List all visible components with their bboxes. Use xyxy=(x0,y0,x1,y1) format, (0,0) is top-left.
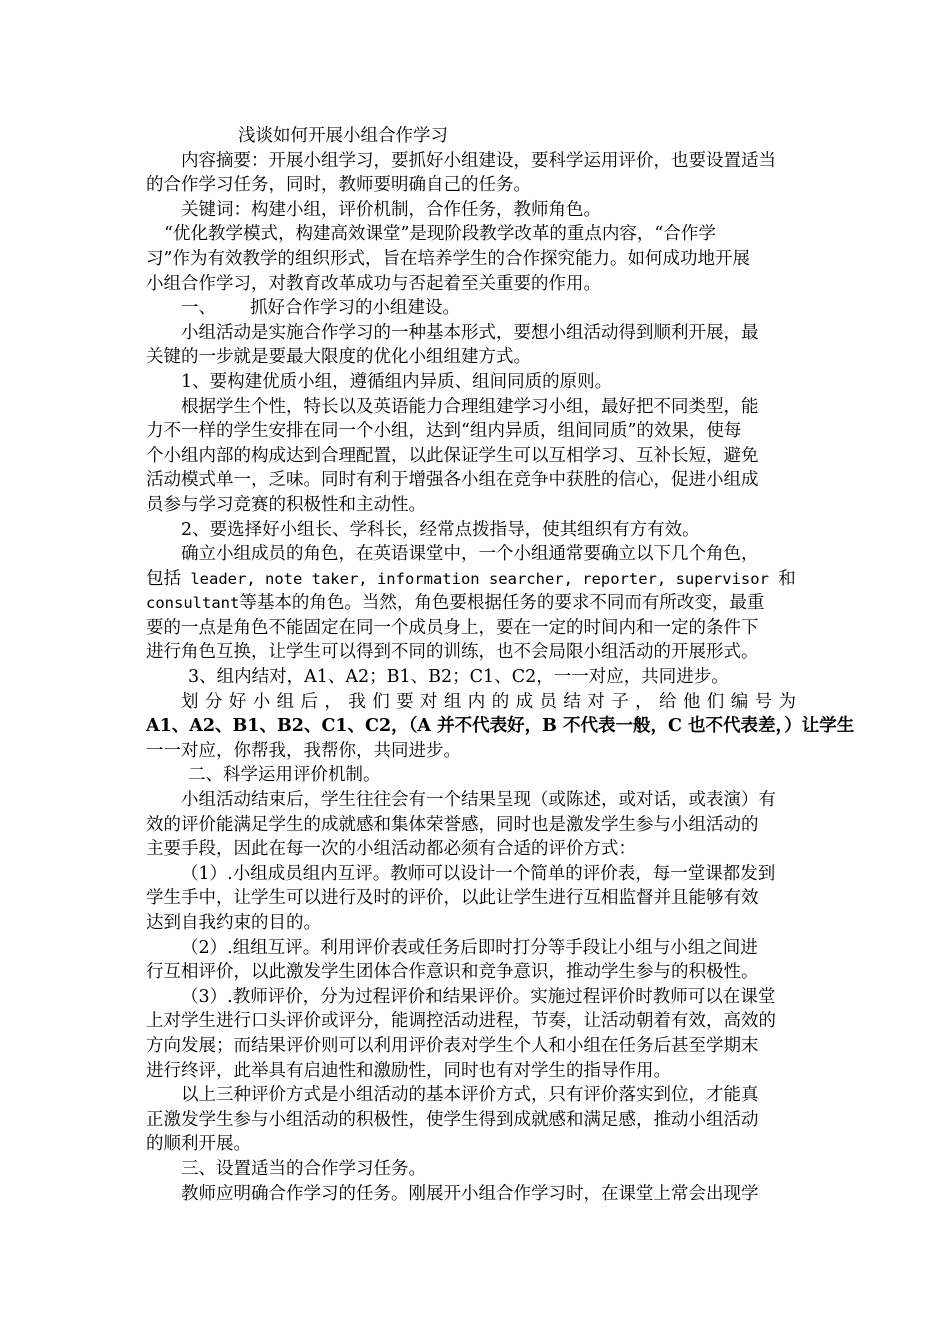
paragraph-line: 力不一样的学生安排在同一个小组，达到“组内异质，组间同质”的效果，使每 xyxy=(146,421,742,442)
intro-line: 小组合作学习，对教育改革成功与否起着至关重要的作用。 xyxy=(146,273,601,294)
section-2-heading: 二、科学运用评价机制。 xyxy=(188,765,381,786)
paragraph-line: 确立小组成员的角色，在英语课堂中，一个小组通常要确立以下几个角色， xyxy=(181,544,759,565)
paragraph-line: 小组活动结束后，学生往往会有一个结果呈现（或陈述，或对话，或表演）有 xyxy=(181,790,776,811)
paragraph-line: 要的一点是角色不能固定在同一个成员身上，要在一定的时间内和一定的条件下 xyxy=(146,617,759,638)
paragraph-line: 小组活动是实施合作学习的一种基本形式，要想小组活动得到顺利开展，最 xyxy=(181,322,759,343)
keywords-line: 关键词：构建小组，评价机制，合作任务，教师角色。 xyxy=(181,199,601,220)
paragraph-line: 效的评价能满足学生的成就感和集体荣誉感，同时也是激发学生参与小组活动的 xyxy=(146,814,759,835)
paragraph-line xyxy=(146,591,808,616)
section-3-heading: 三、设置适当的合作学习任务。 xyxy=(181,1158,426,1179)
paragraph-line: 个小组内部的构成达到合理配置，以此保证学生可以互相学习、互补长短，避免 xyxy=(146,445,759,466)
paragraph-line: A1、A2、B1、B2、C1、C2，（A 并不代表好，B 不代表一般，C 也不代表差，）让学生 xyxy=(146,716,855,737)
paragraph-line: 员参与学习竞赛的积极性和主动性。 xyxy=(146,494,426,515)
list-item-line: 上对学生进行口头评价或评分，能调控活动进程，节奏，让活动朝着有效，高效的 xyxy=(146,1011,776,1032)
paragraph-line: 主要手段，因此在每一次的小组活动都必须有合适的评价方式： xyxy=(146,839,636,860)
paragraph-line: 正激发学生参与小组活动的积极性，使学生得到成就感和满足感，推动小组活动 xyxy=(146,1109,759,1130)
section-1-number: 一、 xyxy=(181,298,216,319)
list-item-line: 进行终评，此举具有启迪性和激励性，同时也有对学生的指导作用。 xyxy=(146,1060,671,1081)
list-item-line: （1）.小组成员组内互评。教师可以设计一个简单的评价表，每一堂课都发到 xyxy=(181,863,776,884)
list-item-line: （2）.组组互评。利用评价表或任务后即时打分等手段让小组与小组之间进 xyxy=(181,937,758,958)
subsection-heading: 3、组内结对，A1、A2；B1、B2；C1、C2，一一对应，共同进步。 xyxy=(188,667,729,688)
list-item-line: 行互相评价，以此激发学生团体合作意识和竞争意识，推动学生参与的积极性。 xyxy=(146,962,759,983)
abstract-line: 内容摘要：开展小组学习，要抓好小组建设，要科学运用评价，也要设置适当 xyxy=(181,150,776,171)
text-run: 和 xyxy=(778,568,796,589)
paragraph-line: 一一对应，你帮我，我帮你，共同进步。 xyxy=(146,740,461,761)
paragraph-line xyxy=(146,567,808,592)
paragraph-line: 根据学生个性，特长以及英语能力合理组建学习小组，最好把不同类型，能 xyxy=(181,396,759,417)
list-item-line: 学生手中，让学生可以进行及时的评价，以此让学生进行互相监督并且能够有效 xyxy=(146,888,759,909)
list-item-line: （3）.教师评价，分为过程评价和结果评价。实施过程评价时教师可以在课堂 xyxy=(181,986,776,1007)
paragraph-line: 的顺利开展。 xyxy=(146,1134,251,1155)
paragraph-line: 划分好小组后，我们要对组内的成员结对子，给他们编号为 xyxy=(181,691,803,712)
subsection-heading: 1、要构建优质小组，遵循组内异质、组间同质的原则。 xyxy=(181,371,613,392)
document-title: 浅谈如何开展小组合作学习 xyxy=(238,126,448,146)
abstract-line: 的合作学习任务，同时，教师要明确自己的任务。 xyxy=(146,175,531,196)
intro-line: “优化教学模式，构建高效课堂”是现阶段教学改革的重点内容，“合作学 xyxy=(164,224,716,245)
text-run: 等基本的角色。当然，角色要根据任务的要求不同而有所改变，最重 xyxy=(239,593,765,614)
text-run: 包括 xyxy=(146,568,181,589)
intro-line: 习”作为有效教学的组织形式，旨在培养学生的合作探究能力。如何成功地开展 xyxy=(146,248,750,269)
paragraph-line: 以上三种评价方式是小组活动的基本评价方式，只有评价落实到位，才能真 xyxy=(181,1085,759,1106)
paragraph-line: 关键的一步就是要最大限度的优化小组组建方式。 xyxy=(146,347,531,368)
role-name: consultant xyxy=(146,594,240,613)
list-item-line: 达到自我约束的目的。 xyxy=(146,913,321,933)
section-1-heading xyxy=(146,296,808,321)
section-1-title: 抓好合作学习的小组建设。 xyxy=(250,298,460,319)
document-body xyxy=(146,124,855,1206)
paragraph-line: 活动模式单一，乏味。同时有利于增强各小组在竞争中获胜的信心，促进小组成 xyxy=(146,470,759,491)
paragraph-line: 教师应明确合作学习的任务。刚展开小组合作学习时，在课堂上常会出现学 xyxy=(181,1183,759,1204)
list-item-line: 方向发展；而结果评价则可以利用评价表对学生个人和小组在任务后甚至学期末 xyxy=(146,1035,759,1056)
role-list: leader, note taker, information searcher, reporter, supervisor xyxy=(181,569,779,588)
subsection-heading: 2、要选择好小组长、学科长，经常点拨指导，使其组织有方有效。 xyxy=(181,519,700,540)
paragraph-line: 进行角色互换，让学生可以得到不同的训练，也不会局限小组活动的开展形式。 xyxy=(146,642,759,663)
